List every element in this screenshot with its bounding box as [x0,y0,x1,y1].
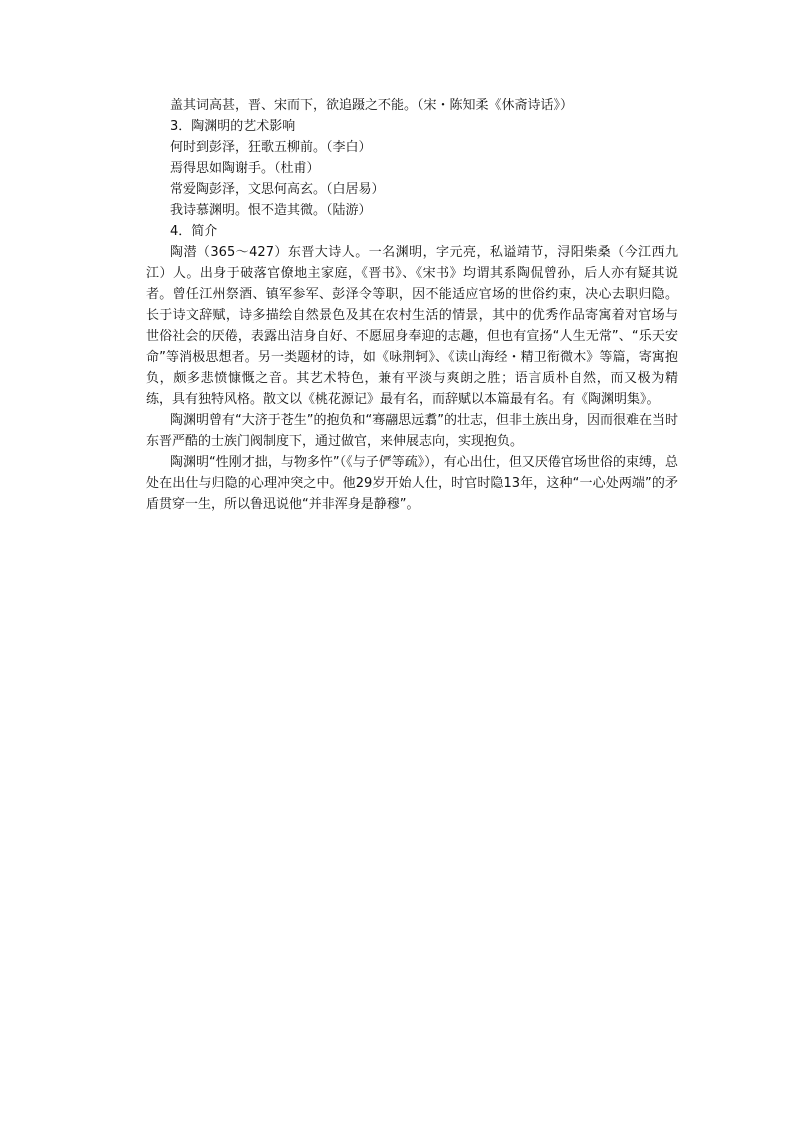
section-heading: 4．简介 [170,224,218,239]
quote-line: 盖其词高甚，晋、宋而下，欲追蹑之不能。（宋・陈知柔《休斋诗话》） [170,98,574,113]
body-paragraph: 陶潜（365～427）东晋大诗人。一名渊明，字元亮，私谥靖节，浔阳柴桑（今江西九江）人。出身于破落官僚地主家庭，《晋书》、《宋书》均谓其系陶侃曾孙，后人亦有疑其说者。曾任江州祭酒、镇军参军、彭泽令等职，因不能适应官场的世俗约束，决心去职归隐。长于诗文辞赋，诗多描绘自然景色及其在农村生活的情景，其中的优秀作品寄寓着对官场与世俗社会的厌倦，表露出洁身自好、不愿屈身奉迎的志趣，但也有宣扬“人生无常”、“乐天安命”等消极思想者。另一类题材的诗，如《咏荆轲》、《读山海经・精卫衔微木》等篇，寄寓抱负，颇多悲愤慷慨之音。其艺术特色，兼有平淡与爽朗之胜；语言质朴自然，而又极为精练，具有独特风格。散文以《桃花源记》最有名，而辞赋以本篇最有名。有《陶渊明集》。 [146,245,678,407]
body-paragraph: 陶渊明曾有“大济于苍生”的抱负和“骞翮思远翥”的壮志，但非土族出身，因而很难在当时东晋严酷的士族门阀制度下，通过做官，来伸展志向，实现抱负。 [146,413,678,449]
document-page [146,95,678,515]
section-heading: 3．陶渊明的艺术影响 [170,119,296,134]
quote-line: 何时到彭泽，狂歌五柳前。（李白） [170,140,372,155]
body-paragraph: 陶渊明“性刚才拙，与物多忤”（《与子俨等疏》），有心出仕，但又厌倦官场世俗的束缚，总处在出仕与归隐的心理冲突之中。他29岁开始人仕，时官时隐13年，这种“一心处两端”的矛盾贯穿一生，所以鲁迅说他“并非浑身是静穆”。 [146,455,678,512]
quote-line: 焉得思如陶谢手。（杜甫） [170,161,320,176]
quote-line: 我诗慕渊明。恨不造其微。（陆游） [170,203,372,218]
quote-line: 常爱陶彭泽，文思何高玄。（白居易） [170,182,385,197]
